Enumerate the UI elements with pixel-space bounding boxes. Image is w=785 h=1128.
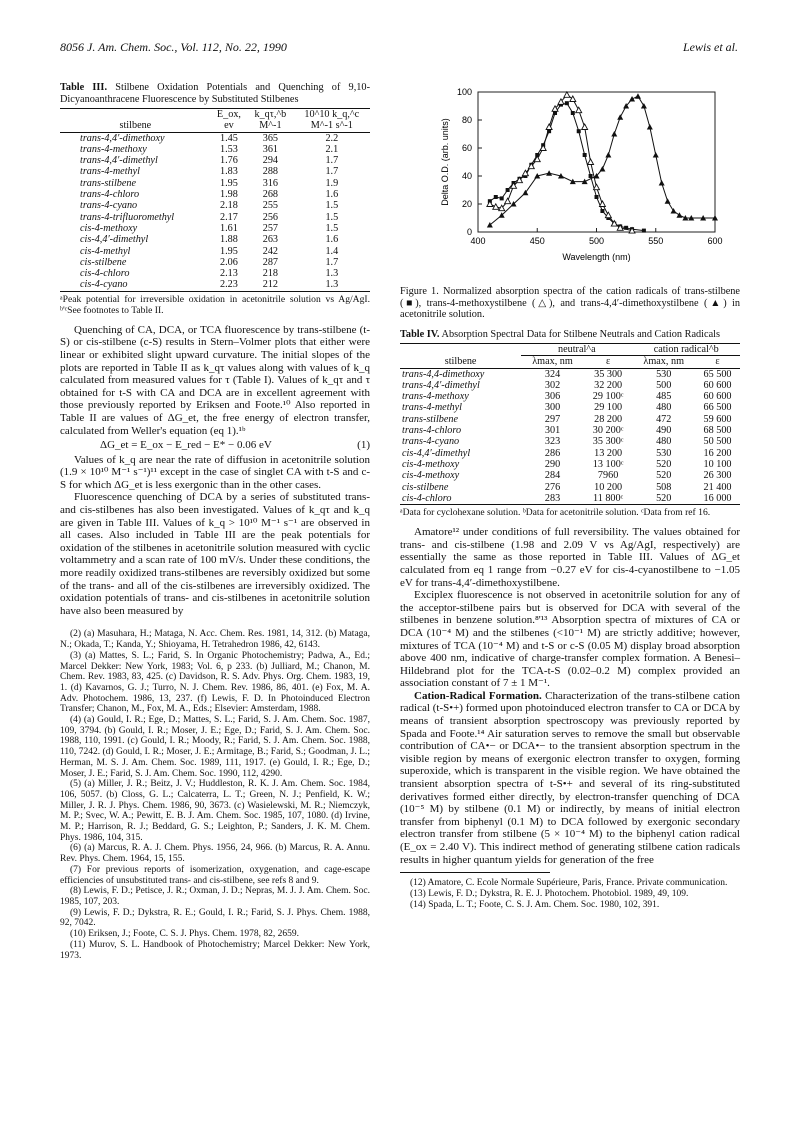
table-row — [60, 189, 370, 200]
data-point — [577, 129, 581, 133]
table-cell: cis-stilbene — [80, 256, 127, 268]
reference: (8) Lewis, F. D.; Petisce, J. R.; Oxman, J. D.; Nepras, M. J. J. Am. Chem. Soc. 1985, 107, 203. — [60, 886, 370, 907]
table3-caption — [60, 82, 370, 105]
series-line — [490, 95, 632, 231]
table3-header-bottom: M^-1 — [259, 120, 282, 132]
table-cell: 480 — [656, 402, 672, 414]
table-cell: 1.7 — [325, 155, 339, 167]
y-tick-label: 100 — [456, 87, 472, 97]
data-point — [494, 195, 498, 199]
table-cell: 1.5 — [325, 222, 339, 234]
table-cell: trans-4-cyano — [402, 436, 460, 448]
table-cell: 1.88 — [220, 234, 238, 246]
table-cell: 66 500 — [703, 402, 732, 414]
table-cell: 256 — [262, 211, 279, 223]
table-cell: 2.18 — [220, 200, 238, 212]
reference: (4) (a) Gould, I. R.; Ege, D.; Mattes, S. L.; Farid, S. J. Am. Chem. Soc. 1987, 109, 3794. (b) Gould, I. R.; Moser, J. E.; Ege, D.; Farid, S. J. Am. Chem. Soc. 1988, 110, 1991. (c) Gould, I. R.; Moody, R.; Farid, S. J. Am. Chem. Soc. 1988, 110, 7242. (d) Gould, I. R.; Moser, J. E.; Armitage, B.; Farid, S.; Goodman, J. L.; Herman, M. S. J. Am. Chem. Soc. 1989, 111, 1917. (e) Gould, I. R.; Ege, D.; Moser, J. E.; Farid, S. J. Am. Chem. Soc. 1990, 112, 4290. — [60, 715, 370, 779]
body-paragraph: Exciplex fluorescence is not observed in acetonitrile solution for any of the acceptor-stilbene pairs but is observed for DCA with several of the stilbenes in benzene solution.⁸'¹³ Absorption spectra of mixtures of CA or DCA (10⁻⁴ M) and the stilbenes (<10⁻¹ M) are strictly additive; however, mixtures of TCA (10⁻⁴ M) and t-S or c-S (0.05 M) display broad absorption above 400 nm, indicative of charge-transfer complex formation. A Benesi–Hildebrand plot for the TCA-t-S (0.02–0.2 M) complex provided an association constant of 7 ± 1 M⁻¹. — [400, 589, 740, 690]
table-cell: trans-4,4′-dimethyl — [402, 379, 480, 391]
table-cell: trans-4-methyl — [402, 402, 462, 414]
table-cell: 1.61 — [220, 222, 238, 234]
table-cell: cis-4-methyl — [80, 245, 131, 257]
table-cell: 297 — [544, 413, 561, 425]
table-cell: trans-4-methoxy — [402, 391, 469, 403]
x-tick-label: 450 — [529, 236, 545, 246]
data-point — [647, 124, 653, 130]
table4-footnote: ᵃData for cyclohexane solution. ᵇData for acetonitrile solution. ᶜData from ref 16. — [400, 507, 711, 519]
table-cell: 2.2 — [325, 132, 339, 144]
reference: (9) Lewis, F. D.; Dykstra, R. E.; Gould, I. R.; Farid, S. J. Phys. Chem. 1988, 92, 7042. — [60, 907, 370, 929]
table-cell: 30 200ᶜ — [592, 425, 624, 437]
table3-header-top — [60, 109, 211, 121]
table-cell: trans-4-cyano — [80, 200, 138, 212]
body-paragraph: Quenching of CA, DCA, or TCA fluorescence by trans-stilbene (t-S) or cis-stilbene (c-S) results in Stern–Volmer plots that either were linear or exhibited slight upward curvature. The initial slopes of the plots are reported in Table II as k_qτ values along with values of k_q calculated from measured values for τ (Table I). Values of k_qτ and τ obtained for t-S with CA and DCA are in excellent agreement with those previously reported by Eriksen and Foote.¹⁰ Also reported in Table II are values of ΔG_et, the free energy of electron transfer, calculated from Weller's equation (eq 1).¹ᵇ — [60, 323, 370, 437]
equation-1 — [60, 437, 370, 454]
table4-caption-text: Absorption Spectral Data for Stilbene Neutrals and Cation Radicals — [441, 328, 721, 340]
reference: (2) (a) Masuhara, H.; Mataga, N. Acc. Chem. Res. 1981, 14, 312. (b) Mataga, N.; Okada, T.; Kanda, Y.; Shioyama, H. Tetrahedron 1986, 42, 6143. — [60, 629, 370, 651]
table-cell: 284 — [544, 470, 561, 482]
table-cell: 361 — [262, 143, 279, 155]
data-point — [571, 111, 575, 115]
y-tick-label: 0 — [466, 227, 472, 237]
table-cell: 10 200 — [594, 481, 623, 493]
figure1-caption-text: Normalized absorption spectra of the cation radicals of trans-stilbene (■), trans-4-methoxystilbene (△), and trans-4,4′-dimethoxystilbene (▲) in acetonitrile solution. — [400, 286, 741, 320]
left-references — [60, 629, 370, 961]
data-point — [583, 153, 587, 157]
table-cell: cis-4-methoxy — [402, 458, 460, 470]
table4-caption-label: Table IV. — [400, 328, 440, 340]
data-point — [487, 201, 493, 207]
table-row — [60, 268, 370, 279]
table4-header: stilbene — [444, 356, 477, 368]
table4-header: λmax, nm — [532, 356, 573, 368]
table-cell: 1.4 — [325, 245, 339, 257]
table-cell: 2.23 — [220, 279, 238, 291]
table-cell: 257 — [262, 222, 279, 234]
table-row — [400, 493, 740, 505]
table-cell: 10 100 — [703, 458, 732, 470]
data-point — [506, 188, 510, 192]
table4-header: λmax, nm — [643, 356, 685, 368]
table-cell: 50 500 — [703, 436, 732, 448]
table-cell: 59 600 — [703, 413, 732, 425]
table-cell: cis-4-methoxy — [80, 222, 138, 234]
data-point — [564, 92, 570, 98]
table-cell: 1.7 — [325, 166, 339, 178]
data-point — [546, 170, 552, 176]
table-cell: 65 500 — [703, 368, 732, 380]
data-point — [599, 201, 605, 207]
y-tick-label: 80 — [461, 115, 472, 125]
x-tick-label: 500 — [588, 236, 605, 246]
table-cell: 301 — [544, 425, 561, 437]
table-cell: 290 — [544, 458, 561, 470]
reference: (6) (a) Marcus, R. A. J. Chem. Phys. 1956, 24, 966. (b) Marcus, R. A. Annu. Rev. Phys. Chem. 1964, 15, 155. — [60, 843, 370, 865]
x-tick-label: 400 — [470, 236, 486, 246]
table-cell: 323 — [544, 436, 561, 448]
data-point — [671, 208, 677, 214]
left-body-2 — [60, 454, 370, 618]
cation-radical-section — [400, 690, 740, 866]
table-cell: 1.6 — [325, 189, 339, 201]
table-cell: 26 300 — [703, 470, 732, 482]
table-cell: trans-4,4-dimethoxy — [402, 368, 485, 380]
table-cell: 1.45 — [220, 132, 238, 144]
table-cell: 1.83 — [220, 166, 238, 178]
table-cell: 480 — [656, 436, 672, 448]
table4-caption — [400, 329, 740, 341]
data-point — [653, 152, 659, 158]
table4 — [400, 343, 740, 505]
figure1-caption — [400, 286, 740, 321]
table-cell: 68 500 — [703, 425, 732, 437]
table-cell: 242 — [262, 245, 279, 257]
right-column — [400, 82, 740, 910]
table-cell: trans-4,4′-dimethyl — [80, 155, 158, 167]
table-cell: 1.76 — [220, 155, 238, 167]
table4-group-neutral: neutral^a — [521, 344, 632, 356]
table-cell: 268 — [262, 189, 279, 201]
table-cell: 255 — [262, 200, 279, 212]
table-cell: 1.9 — [325, 177, 339, 189]
data-point — [659, 180, 665, 186]
footnote-rule — [400, 872, 550, 873]
table3-header-top: E_ox, — [216, 109, 241, 120]
table-cell: 2.1 — [325, 143, 339, 155]
table-cell: trans-4,4′-dimethoxy — [80, 132, 165, 144]
table-cell: 288 — [262, 166, 279, 178]
data-point — [594, 184, 600, 190]
table-cell: 472 — [656, 413, 672, 425]
table-cell: 1.6 — [325, 234, 339, 246]
section-heading: Cation-Radical Formation. — [414, 689, 542, 702]
table-row — [400, 402, 740, 413]
table-cell: 1.5 — [325, 200, 339, 212]
table-row — [60, 178, 370, 189]
table-cell: 1.5 — [325, 211, 339, 223]
table3-footnote: ᵃPeak potential for irreversible oxidation in acetonitrile solution vs Ag/AgI. ᵇ'ᶜSee footnotes to Table II. — [60, 293, 370, 316]
table-cell: 16 000 — [703, 492, 732, 504]
table-cell: 530 — [656, 368, 672, 380]
data-point — [505, 198, 511, 204]
table-cell: cis-4-cyano — [80, 279, 128, 291]
data-point — [642, 229, 646, 233]
table3-header-top: 10^10 k_q,^c — [304, 109, 360, 120]
table-cell: 16 200 — [703, 447, 732, 459]
table-row — [400, 448, 740, 459]
table-cell: trans-4-chloro — [80, 189, 140, 201]
data-point — [617, 114, 623, 120]
x-axis-label: Wavelength (nm) — [562, 252, 631, 262]
table-row — [400, 414, 740, 425]
series-line — [490, 103, 644, 230]
reference: (3) (a) Mattes, S. L.; Farid, S. In Organic Photochemistry; Padwa, A., Ed.; Marcel Dekker: New York, 1983; Vol. 6, p 233. (b) Julliard, M.; Chanon, M. Chem. Rev. 1983, 83, 425. (c) Davidson, R. S. Adv. Phys. Org. Chem. 1983, 19, 1. (d) Kavarnos, G. J.; Turro, N. J. Chem. Rev. 1986, 86, 401. (e) Fox, M. A. Adv. Photochem. 1986, 13, 237. (f) Lewis, F. D. In Photoinduced Electron Transfer; Chanon, M., Fox, M. A., Eds.; Elsevier: Amsterdam, 1988. — [60, 650, 370, 715]
table-row — [400, 436, 740, 447]
reference: (13) Lewis, F. D.; Dykstra, R. E. J. Photochem. Photobiol. 1989, 49, 109. — [410, 888, 689, 899]
table-cell: 520 — [656, 492, 672, 504]
x-tick-label: 550 — [648, 236, 664, 246]
plot-frame — [478, 92, 715, 232]
data-point — [595, 195, 599, 199]
table-row — [60, 279, 370, 291]
table-cell: 13 100ᶜ — [592, 458, 624, 470]
right-body — [400, 526, 740, 690]
body-paragraph: Fluorescence quenching of DCA by a series of substituted trans- and cis-stilbenes has also been investigated. Values of k_qτ and k_q are given in Table III. Values of k_q > 10¹⁰ M⁻¹ s⁻¹ are observed in all cases. Also included in Table III are the peak potentials for oxidation of the stilbenes in acetonitrile solution measured with cyclic voltammetry and a scan rate of 100 mV/s. Under these conditions, the more readily oxidized trans-stilbenes are reversibly oxidized but some of the trans- and all of the cis-stilbenes are irreversibly oxidized. The oxidation potentials of trans- and cis-stilbenes in acetonitrile solution have also been measured by — [60, 491, 370, 617]
table-cell: 1.53 — [220, 143, 238, 155]
table-cell: 520 — [656, 470, 672, 482]
table-cell: 1.3 — [325, 279, 339, 291]
table-cell: 35 300 — [594, 368, 623, 380]
table-cell: 29 100ᶜ — [592, 391, 624, 403]
figure1-label: Figure 1. — [400, 286, 439, 297]
table-cell: 294 — [262, 155, 279, 167]
table-cell: 218 — [262, 268, 279, 280]
table-row — [60, 200, 370, 211]
reference: (14) Spada, L. T.; Foote, C. S. J. Am. Chem. Soc. 1980, 102, 391. — [410, 899, 660, 910]
body-paragraph: Amatore¹² under conditions of full reversibility. The values obtained for trans- and cis-stilbene (1.98 and 2.09 V vs Ag/AgI, respectively) are essentially the same as those reported in Table III. Values of ΔG_et calculated from eq 1 range from −0.27 eV for cis-4-cyanostilbene to −1.05 eV for trans-4,4′-dimethoxystilbene. — [400, 526, 740, 589]
table-cell: 60 600 — [703, 379, 732, 391]
table-cell: 283 — [544, 492, 561, 504]
table-row — [60, 166, 370, 177]
table-cell: 7960 — [597, 470, 619, 482]
data-point — [629, 96, 635, 102]
table-cell: 32 200 — [594, 379, 623, 391]
table-row — [400, 380, 740, 391]
data-point — [599, 166, 605, 172]
data-point — [665, 198, 671, 204]
data-point — [493, 204, 499, 210]
reference: (5) (a) Miller, J. R.; Beitz, J. V.; Huddleston, R. K. J. Am. Chem. Soc. 1984, 106, 5057. (b) Closs, G. L.; Calcaterra, L. T.; Green, N. J.; Penfield, K. W.; Miller, J. R. J. Phys. Chem. 1986, 90, 3673. (c) Wasielewski, M. R.; Niemczyk, M. P.; Svec, W. A.; Pewitt, E. B. J. Am. Chem. Soc. 1985, 107, 1080. (d) Irvine, M. P.; Harrison, R. J.; Beddard, G. S.; Leighton, P.; Sanders, J. K. M. Chem. Phys. 1986, 104, 315. — [60, 779, 370, 843]
table-cell: cis-4,4′-dimethyl — [80, 234, 149, 246]
table3-caption-text: Stilbene Oxidation Potentials and Quenching of 9,10-Dicyanoanthracene Fluorescence by Substituted Stilbenes — [60, 82, 371, 105]
table-cell: 35 300ᶜ — [592, 436, 624, 448]
table-cell: cis-stilbene — [402, 481, 449, 493]
reference: (7) For previous reports of isomerization, oxygenation, and cage-escape efficiencies of unsubstituted trans- and cis-stilbene, see refs 8 and 9. — [60, 864, 370, 886]
reference: (12) Amatore, C. Ecole Normale Supérieure, Paris, France. Private communication. — [410, 878, 728, 889]
table-cell: 500 — [656, 379, 672, 391]
table-cell: 21 400 — [703, 481, 732, 493]
section-text: Characterization of the trans-stilbene cation radical (t-S•+) formed upon photoinduced electron transfer to CA or DCA by means of transient absorption spectroscopy was previously reported by Spada and Foote.¹⁴ Air saturation serves to remove the small but observable contribution of CA•− or DCA•− to the transient absorption spectrum in the visible region by means of exergonic electron transfer to oxygen, forming superoxide, which is transparent in the visible region. We have obtained the transient absorption spectra of t-S•+ and several of its ring-substituted derivatives formed either directly, by electron-transfer quenching of DCA (10⁻⁵ M) by stilbene (0.1 M) or indirectly, by means of initial electron transfer from biphenyl (0.1 M) to DCA followed by exergonic secondary electron transfer from stilbene (5 × 10⁻⁴ M) to the biphenyl cation radical (E_ox = 2.40 V). This indirect method of generating stilbene cation radicals results in higher quantum yields for generation of the free — [400, 689, 741, 866]
running-head — [60, 40, 738, 56]
data-point — [676, 212, 682, 218]
table-cell: 29 100 — [594, 402, 623, 414]
table-row — [60, 223, 370, 234]
table-cell: 1.95 — [220, 245, 238, 257]
table-row — [400, 391, 740, 402]
table-row — [60, 155, 370, 166]
table-row — [400, 459, 740, 470]
table-cell: 276 — [544, 481, 561, 493]
data-point — [600, 209, 604, 213]
y-axis-label: Delta O.D. (arb. units) — [440, 118, 450, 206]
table-row — [60, 234, 370, 245]
running-head-left: 8056 J. Am. Chem. Soc., Vol. 112, No. 22, 1990 — [60, 40, 287, 54]
table4-header: ε — [715, 356, 720, 368]
data-point — [611, 131, 617, 137]
reference: (10) Eriksen, J.; Foote, C. S. J. Phys. Chem. 1978, 82, 2659. — [70, 929, 300, 940]
data-point — [582, 124, 588, 130]
table3 — [60, 108, 370, 292]
table-cell: 490 — [656, 425, 672, 437]
table-row — [400, 470, 740, 481]
table-cell: 28 200 — [594, 413, 623, 425]
table-cell: 302 — [544, 379, 561, 391]
table-cell: 263 — [262, 234, 279, 246]
table-cell: cis-4-methoxy — [402, 470, 460, 482]
table-cell: 316 — [262, 177, 279, 189]
table-cell: 2.06 — [220, 256, 238, 268]
chart-svg — [400, 82, 740, 280]
table-cell: cis-4-chloro — [402, 492, 452, 504]
table-cell: 300 — [544, 402, 561, 414]
table-cell: 13 200 — [594, 447, 623, 459]
table-cell: 1.95 — [220, 177, 238, 189]
table-cell: trans-4-methyl — [80, 166, 140, 178]
table3-header-bottom: stilbene — [119, 120, 152, 132]
table-row — [60, 132, 370, 144]
body-paragraph: Values of k_q are near the rate of diffusion in acetonitrile solution (1.9 × 10¹⁰ M⁻¹ s⁻¹)¹¹ except in the case of singlet CA with t-S and c-S for which ΔG_et is less exergonic than in the other cases. — [60, 453, 370, 491]
equation-text: ΔG_et = E_ox − E_red − E* − 0.06 eV — [100, 439, 272, 452]
table3-header-top: k_qτ,^b — [254, 109, 287, 120]
table-row — [400, 368, 740, 380]
table-cell: 11 800ᶜ — [592, 492, 624, 504]
table-row — [400, 482, 740, 493]
table-cell: 485 — [656, 391, 672, 403]
table-cell: trans-4-trifluoromethyl — [80, 211, 175, 223]
table-cell: 1.3 — [325, 268, 339, 280]
reference: (11) Murov, S. L. Handbook of Photochemistry; Marcel Dekker: New York, 1973. — [60, 939, 370, 961]
table-cell: 324 — [544, 368, 561, 380]
x-tick-label: 600 — [707, 236, 723, 246]
table-cell: cis-4,4′-dimethyl — [402, 447, 471, 459]
data-point — [635, 93, 641, 99]
table-cell: 508 — [656, 481, 672, 493]
left-body — [60, 324, 370, 437]
table-row — [60, 212, 370, 223]
table-cell: trans-stilbene — [402, 413, 459, 425]
data-point — [565, 101, 569, 105]
right-references — [400, 878, 740, 910]
table-row — [60, 246, 370, 257]
table3-header-bottom: M^-1 s^-1 — [310, 120, 353, 132]
data-point — [641, 103, 647, 109]
table-cell: 1.98 — [220, 189, 238, 201]
y-tick-label: 20 — [461, 199, 472, 209]
table-cell: 530 — [656, 447, 672, 459]
data-point — [500, 196, 504, 200]
table-cell: 1.7 — [325, 256, 339, 268]
data-point — [570, 96, 576, 102]
table-cell: 287 — [262, 256, 279, 268]
data-point — [605, 152, 611, 158]
equation-number: (1) — [357, 439, 370, 452]
table3-header-bottom: ev — [224, 120, 234, 132]
table3-caption-label: Table III. — [60, 82, 108, 93]
table-cell: 520 — [656, 458, 672, 470]
left-column — [60, 82, 370, 961]
table-cell: 306 — [544, 391, 561, 403]
table-cell: 286 — [544, 447, 561, 459]
running-head-right: Lewis et al. — [682, 40, 738, 54]
y-tick-label: 40 — [461, 171, 472, 181]
figure1-chart — [400, 82, 740, 280]
y-tick-label: 60 — [461, 143, 472, 153]
table-cell: 2.13 — [220, 268, 238, 280]
data-point — [576, 107, 582, 113]
table4-header: ε — [605, 356, 611, 368]
table-cell: cis-4-chloro — [80, 268, 130, 280]
table-row — [60, 144, 370, 155]
table-cell: trans-4-chloro — [402, 425, 462, 437]
table-cell: 365 — [262, 132, 279, 144]
table4-group-cation: cation radical^b — [632, 344, 740, 356]
table-cell: 212 — [262, 279, 279, 291]
table-cell: trans-4-methoxy — [80, 143, 147, 155]
table-row — [60, 257, 370, 268]
table-cell: trans-stilbene — [80, 177, 137, 189]
table-row — [400, 425, 740, 436]
data-point — [588, 159, 594, 165]
table-cell: 60 600 — [703, 391, 732, 403]
data-point — [589, 174, 593, 178]
table-cell: 2.17 — [220, 211, 238, 223]
